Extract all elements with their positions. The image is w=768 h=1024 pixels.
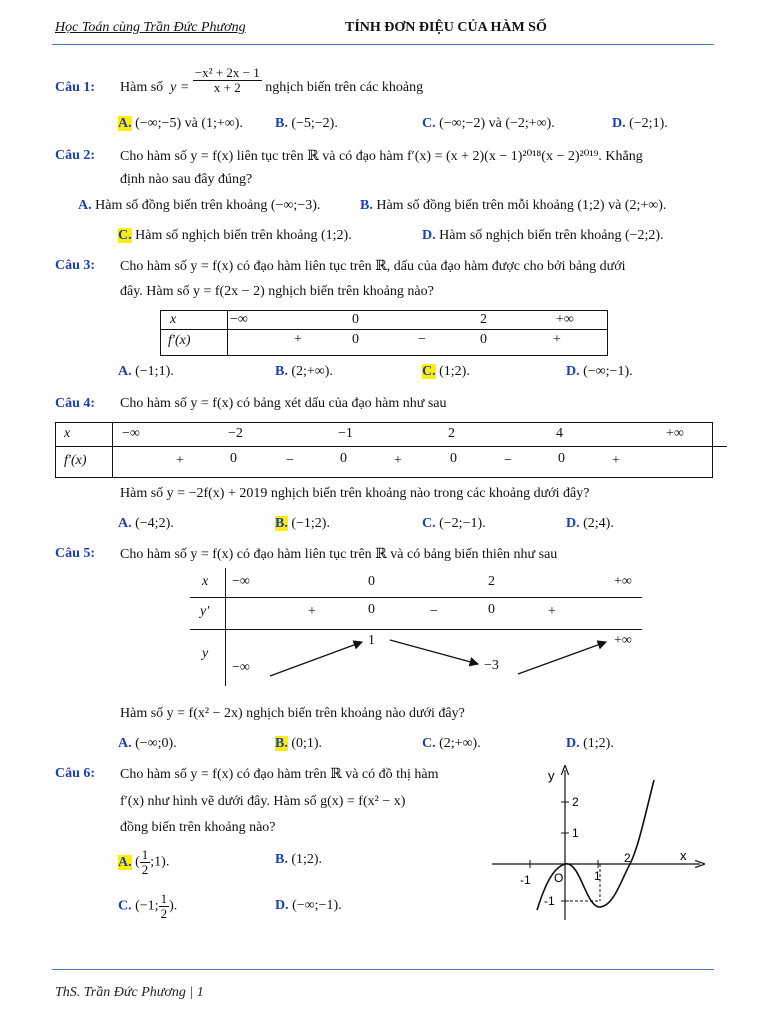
q5-option-a[interactable]: A. (−∞;0).	[118, 736, 177, 751]
q4-line1: Cho hàm số y = f(x) có bảng xét dấu của đạo hàm như sau	[120, 396, 447, 411]
footer-text: ThS. Trần Đức Phương | 1	[55, 985, 204, 1000]
y-tick-label: -1	[544, 894, 555, 908]
q3-line1: Cho hàm số y = f(x) có đạo hàm liên tục trên ℝ, dấu của đạo hàm được cho bởi bảng dưới	[120, 259, 626, 274]
header-author: Học Toán cùng Trần Đức Phương	[55, 20, 246, 35]
q6-line2: f′(x) như hình vẽ dưới đây. Hàm số g(x) = f(x² − x)	[120, 794, 406, 809]
q2-line1: Cho hàm số y = f(x) liên tục trên ℝ và có đạo hàm f′(x) = (x + 2)(x − 1)²⁰¹⁸(x − 2)²⁰¹⁹. Khẳng	[120, 149, 643, 164]
q4-option-d[interactable]: D. (2;4).	[566, 516, 614, 531]
x-tick-label: 2	[624, 851, 631, 865]
q3-x-header: x	[170, 312, 177, 327]
q3-sign: 0	[352, 332, 359, 347]
q6-option-b[interactable]: B. (1;2).	[275, 852, 323, 867]
q3-option-d[interactable]: D. (−∞;−1).	[566, 364, 633, 379]
q3-x-value: −∞	[230, 312, 248, 327]
q3-sign: −	[418, 332, 426, 347]
header-title: TÍNH ĐƠN ĐIỆU CỦA HÀM SỐ	[345, 20, 547, 35]
y-tick-label: 1	[572, 826, 579, 840]
q4-sign: 0	[230, 451, 237, 466]
q5-x-value: 0	[368, 574, 375, 589]
q5-option-b[interactable]: B. (0;1).	[275, 736, 323, 751]
q4-sign: +	[612, 453, 620, 468]
y-tick-label: 2	[572, 795, 579, 809]
q5-sign: +	[308, 604, 316, 619]
q2-option-c[interactable]: C. Hàm số nghịch biến trên khoảng (1;2).	[118, 228, 352, 243]
x-tick-label: -1	[520, 873, 531, 887]
q6-derivative-graph	[482, 760, 712, 930]
q1-option-d[interactable]: D. (−2;1).	[612, 116, 668, 131]
q3-sign: +	[553, 332, 561, 347]
q4-sign: −	[286, 453, 294, 468]
q5-x-header: x	[202, 574, 209, 589]
q2-line2: định nào sau đây đúng?	[120, 172, 253, 187]
q3-option-a[interactable]: A. (−1;1).	[118, 364, 174, 379]
q5-y-header: y	[202, 646, 209, 661]
q5-sign: −	[430, 604, 438, 619]
q3-option-c[interactable]: C. (1;2).	[422, 364, 470, 379]
q6-label: Câu 6:	[55, 766, 96, 781]
q2-option-a[interactable]: A. Hàm số đồng biến trên khoảng (−∞;−3).	[78, 198, 321, 213]
q4-x-value: −1	[338, 426, 353, 441]
q5-label: Câu 5:	[55, 546, 96, 561]
q4-sign: +	[394, 453, 402, 468]
q4-x-header: x	[64, 426, 71, 441]
q2-option-b[interactable]: B. Hàm số đồng biến trên mỗi khoảng (1;2) và (2;+∞).	[360, 198, 667, 213]
q4-sign: −	[504, 453, 512, 468]
q5-yp-header: y′	[200, 604, 210, 619]
q4-option-c[interactable]: C. (−2;−1).	[422, 516, 486, 531]
q1-stem: Hàm số y = $\frac{\text{−x² + 2x − 1}}{x + 2}$ nghịch biến trên các khoảng	[120, 65, 424, 96]
q3-sign: +	[294, 332, 302, 347]
q4-sign: 0	[558, 451, 565, 466]
q2-option-d[interactable]: D. Hàm số nghịch biến trên khoảng (−2;2).	[422, 228, 664, 243]
q6-option-d[interactable]: D. (−∞;−1).	[275, 898, 342, 913]
q4-line2: Hàm số y = −2f(x) + 2019 nghịch biến trên khoảng nào trong các khoảng dưới đây?	[120, 486, 590, 501]
x-tick-label: 1	[594, 869, 601, 883]
q5-option-d[interactable]: D. (1;2).	[566, 736, 614, 751]
q4-sign: 0	[450, 451, 457, 466]
q1-option-b[interactable]: B. (−5;−2).	[275, 116, 338, 131]
q5-sign: +	[548, 604, 556, 619]
q3-x-value: 2	[480, 312, 487, 327]
q5-y-value: 1	[368, 633, 375, 648]
q4-x-value: 2	[448, 426, 455, 441]
q5-y-value: +∞	[614, 633, 632, 648]
footer-rule	[52, 969, 714, 970]
q1-fraction: $\frac{\text{−x² + 2x − 1}}{x + 2}$	[194, 65, 260, 96]
q4-sign: +	[176, 453, 184, 468]
q6-line1: Cho hàm số y = f(x) có đạo hàm trên ℝ và có đồ thị hàm	[120, 767, 439, 782]
q4-option-a[interactable]: A. (−4;2).	[118, 516, 174, 531]
q5-line2: Hàm số y = f(x² − 2x) nghịch biến trên khoảng nào dưới đây?	[120, 706, 465, 721]
q3-x-value: +∞	[556, 312, 574, 327]
q1-option-a[interactable]: A. (−∞;−5) và (1;+∞).	[118, 116, 243, 131]
q3-fp-header: f′(x)	[168, 333, 191, 348]
q5-y-value: −3	[484, 658, 499, 673]
q2-label: Câu 2:	[55, 148, 96, 163]
q3-line2: đây. Hàm số y = f(2x − 2) nghịch biến trên khoảng nào?	[120, 284, 434, 299]
x-axis-label: x	[680, 848, 687, 863]
derivative-curve	[537, 780, 654, 910]
y-axis-label: y	[548, 768, 555, 783]
origin-label: O	[554, 871, 564, 885]
q5-line1: Cho hàm số y = f(x) có đạo hàm liên tục trên ℝ và có bảng biến thiên như sau	[120, 547, 558, 562]
q5-x-value: 2	[488, 574, 495, 589]
q6-option-a[interactable]: A. ( $\frac{1}{2}$ ;1).	[118, 847, 170, 877]
q1-option-c[interactable]: C. (−∞;−2) và (−2;+∞).	[422, 116, 555, 131]
q4-x-value: −2	[228, 426, 243, 441]
q5-x-value: +∞	[614, 574, 632, 589]
q3-option-b[interactable]: B. (2;+∞).	[275, 364, 333, 379]
q3-label: Câu 3:	[55, 258, 96, 273]
q5-option-c[interactable]: C. (2;+∞).	[422, 736, 481, 751]
q4-x-value: 4	[556, 426, 563, 441]
q4-x-value: −∞	[122, 426, 140, 441]
q5-sign: 0	[488, 602, 495, 617]
q3-sign: 0	[480, 332, 487, 347]
q4-option-b[interactable]: B. (−1;2).	[275, 516, 330, 531]
q4-x-value: +∞	[666, 426, 684, 441]
q5-y-value: −∞	[232, 660, 250, 675]
q6-line3: đồng biến trên khoảng nào?	[120, 820, 276, 835]
q4-label: Câu 4:	[55, 396, 96, 411]
q5-x-value: −∞	[232, 574, 250, 589]
q4-fp-header: f′(x)	[64, 453, 87, 468]
q4-sign: 0	[340, 451, 347, 466]
q1-label: Câu 1:	[55, 80, 96, 95]
q3-x-value: 0	[352, 312, 359, 327]
q5-sign: 0	[368, 602, 375, 617]
q6-option-c[interactable]: C. (−1; $\frac{1}{2}$ ).	[118, 891, 178, 921]
